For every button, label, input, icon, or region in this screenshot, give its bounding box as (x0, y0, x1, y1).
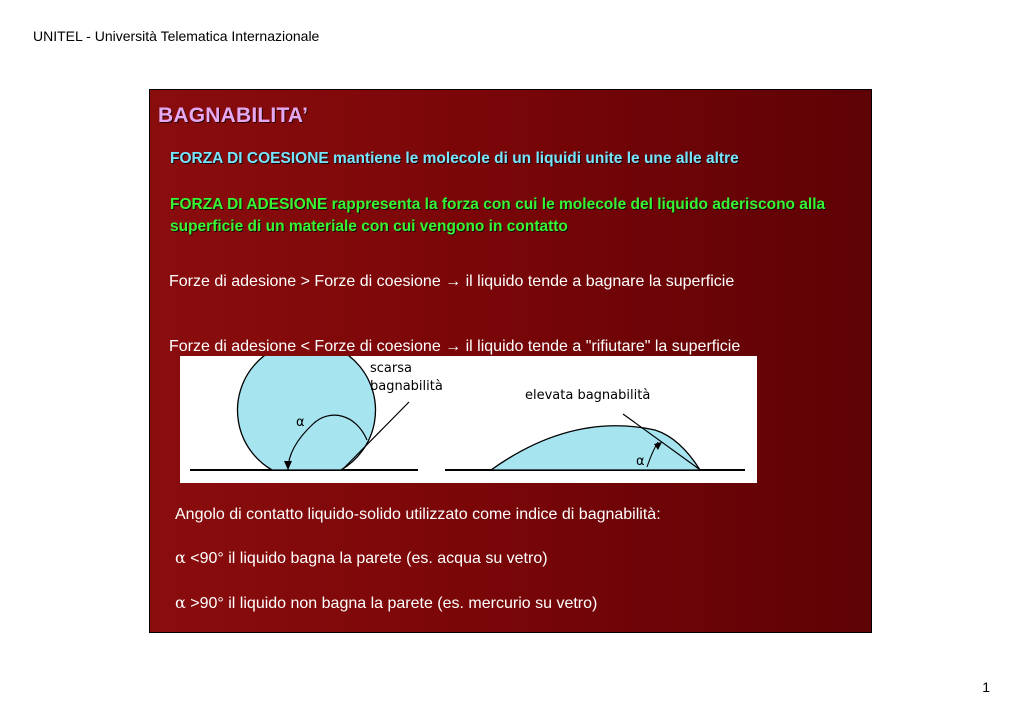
poor-wetting-label-line2: bagnabilità (370, 379, 443, 394)
alpha-symbol: α (175, 548, 186, 567)
document-header: UNITEL - Università Telematica Internazionale (33, 28, 320, 44)
rule-non-wetting (175, 593, 597, 613)
good-wetting-label: elevata bagnabilità (525, 388, 651, 403)
rule-wetting (175, 548, 548, 568)
page-number: 1 (982, 679, 990, 695)
rule-non-wetting-text: >90° il liquido non bagna la parete (es. mercurio su vetro) (190, 595, 598, 612)
good-wetting-drop (491, 426, 700, 470)
adhesion-less-statement: Forze di adesione < Forze di coesione → il liquido tende a "rifiutare" la superficie (169, 338, 741, 355)
slide-title: BAGNABILITA’ (158, 104, 309, 127)
adhesion-definition: FORZA DI ADESIONE rappresenta la forza con cui le molecole del liquido aderiscono alla superficie di un materiale con cui vengono in contatto (170, 196, 826, 235)
contact-angle-intro: Angolo di contatto liquido-solido utilizzato come indice di bagnabilità: (175, 506, 661, 523)
rule-wetting-text: <90° il liquido bagna la parete (es. acqua su vetro) (190, 550, 548, 567)
wettability-figure (180, 356, 757, 483)
alpha-symbol: α (175, 593, 186, 612)
cohesion-definition: FORZA DI COESIONE mantiene le molecole di un liquidi unite le une alle altre (170, 150, 739, 167)
poor-wetting-label-line1: scarsa (370, 361, 412, 376)
good-wetting-angle-symbol: α (636, 454, 645, 469)
adhesion-greater-statement: Forze di adesione > Forze di coesione → il liquido tende a bagnare la superficie (169, 273, 735, 290)
poor-wetting-angle-symbol: α (296, 415, 305, 430)
slide (149, 89, 872, 633)
poor-wetting-drop (238, 356, 376, 470)
